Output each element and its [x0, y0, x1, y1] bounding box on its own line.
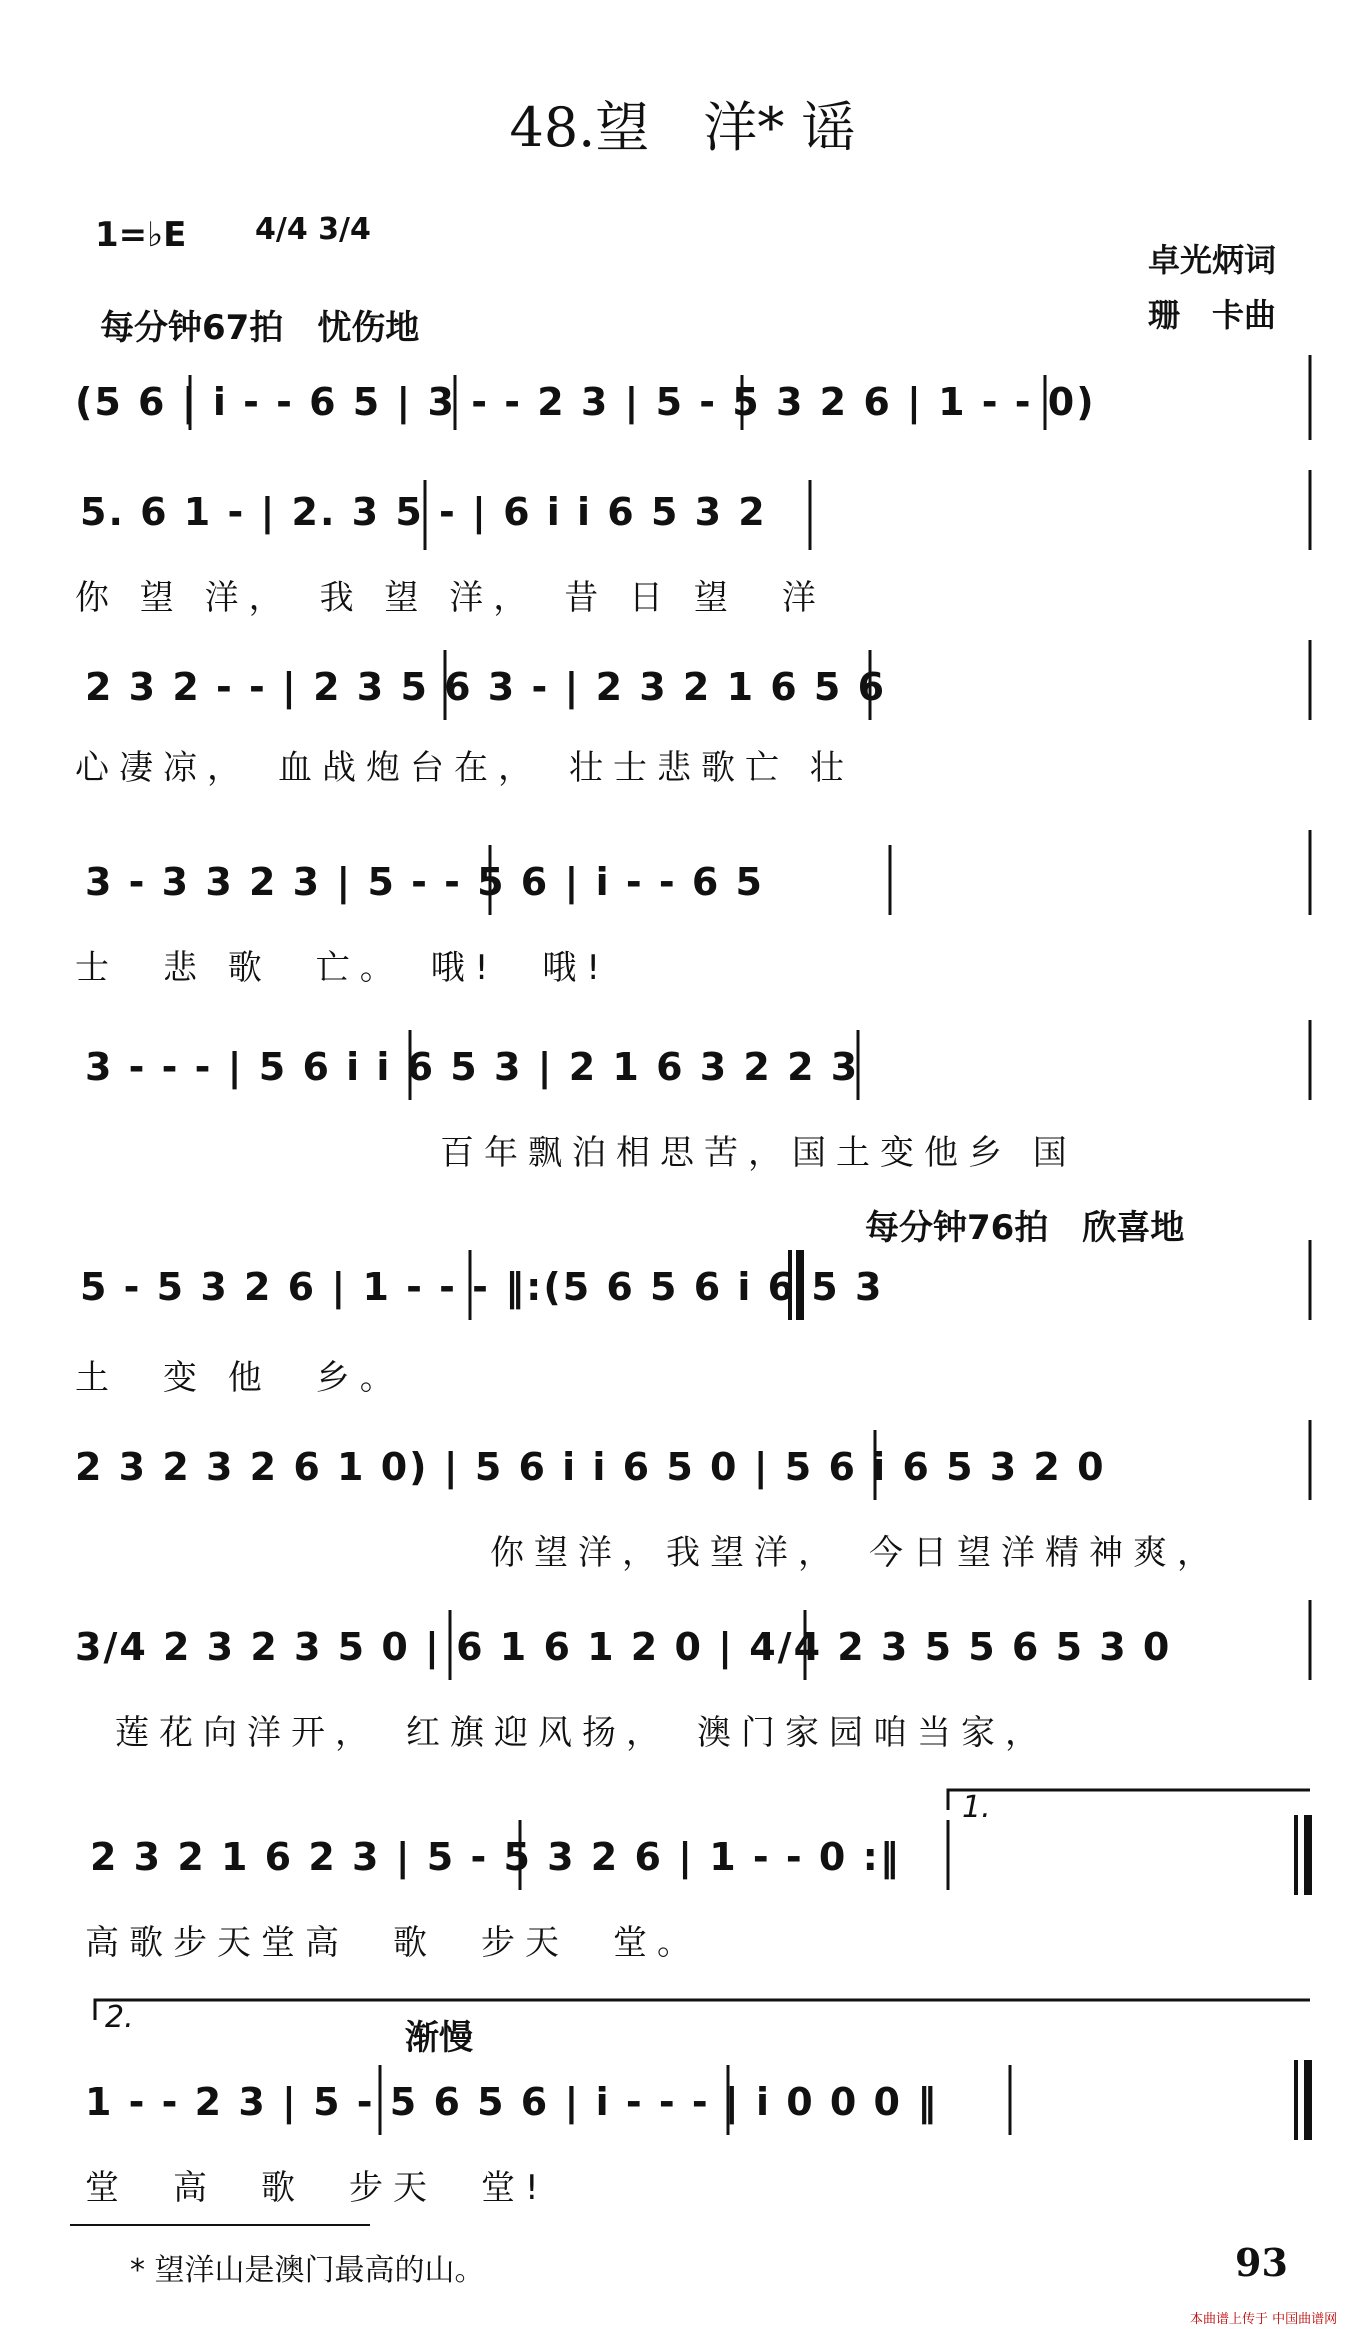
notes-system-5: 3 - - - | 5 6 i i 6 5 3 | 2 1 6 3 2 2 3: [85, 1045, 860, 1089]
notes-system-7: 2 3 2 3 2 6 1 0) | 5 6 i i 6 5 0 | 5 6 i 6 5 3 2 0: [75, 1445, 1106, 1489]
composer-credit: 珊 卡曲: [1148, 296, 1277, 334]
notes-system-2: 5. 6 1 - | 2. 3 5 - | 6 i i 6 5 3 2: [80, 490, 767, 534]
notes-system-3: 2 3 2 - - | 2 3 5 6 3 - | 2 3 2 1 6 5 6: [85, 665, 887, 709]
lyricist-credit: 卓光炳词: [1148, 241, 1277, 279]
lyrics-system-2: 你 望 洋， 我 望 洋， 昔 日 望 洋: [75, 578, 826, 618]
key-signature: 1=♭E: [95, 215, 187, 255]
lyrics-system-6: 土 变 他 乡。: [75, 1358, 404, 1398]
lyrics-system-10: 堂 高 歌 步天 堂!: [85, 2168, 549, 2208]
notes-system-9: 2 3 2 1 6 2 3 | 5 - 5 3 2 6 | 1 - - 0 :‖: [90, 1835, 901, 1879]
lyrics-system-9: 高歌步天堂高 歌 步天 堂。: [85, 1923, 701, 1963]
time-signature: 4/4 3/4: [255, 212, 371, 247]
notes-system-1: (5 6 | i - - 6 5 | 3 - - 2 3 | 5 - 5 3 2 6 | 1 - - 0): [75, 380, 1096, 424]
volta-1-label: 1.: [962, 1790, 991, 1825]
page-title: 48.望 洋* 谣: [509, 96, 856, 159]
lyrics-system-8: 莲花向洋开， 红旗迎风扬， 澳门家园咱当家，: [115, 1713, 1049, 1753]
lyrics-system-7: 你望洋，我望洋， 今日望洋精神爽，: [490, 1533, 1221, 1573]
page-number: 93: [1235, 2240, 1288, 2285]
watermark-text: 本曲谱上传于 中国曲谱网: [1190, 2312, 1338, 2327]
tempo-marking: 每分钟67拍 忧伤地: [100, 308, 420, 348]
notes-system-8: 3/4 2 3 2 3 5 0 | 6 1 6 1 2 0 | 4/4 2 3 5 5 6 5 3 0: [75, 1625, 1172, 1669]
lyrics-system-4: 士 悲 歌 亡。 哦! 哦!: [75, 948, 611, 988]
notes-system-6: 5 - 5 3 2 6 | 1 - - - ‖:(5 6 5 6 i 6 5 3: [80, 1265, 884, 1309]
notes-system-4: 3 - 3 3 2 3 | 5 - - 5 6 | i - - 6 5: [85, 860, 764, 904]
lyrics-system-3: 心凄凉， 血战炮台在， 壮士悲歌亡 壮: [75, 748, 854, 788]
footnote: * 望洋山是澳门最高的山。: [130, 2253, 485, 2288]
volta-2-label: 2.: [105, 2000, 134, 2035]
tempo-change-marking: 每分钟76拍 欣喜地: [865, 1208, 1185, 1248]
notes-system-10: 1 - - 2 3 | 5 - 5 6 5 6 | i - - - | i 0 0 0 ‖: [85, 2080, 939, 2124]
lyrics-system-5: 百年飘泊相思苦，国土变他乡 国: [440, 1133, 1077, 1173]
ritardando-marking: 渐慢: [405, 2018, 473, 2058]
